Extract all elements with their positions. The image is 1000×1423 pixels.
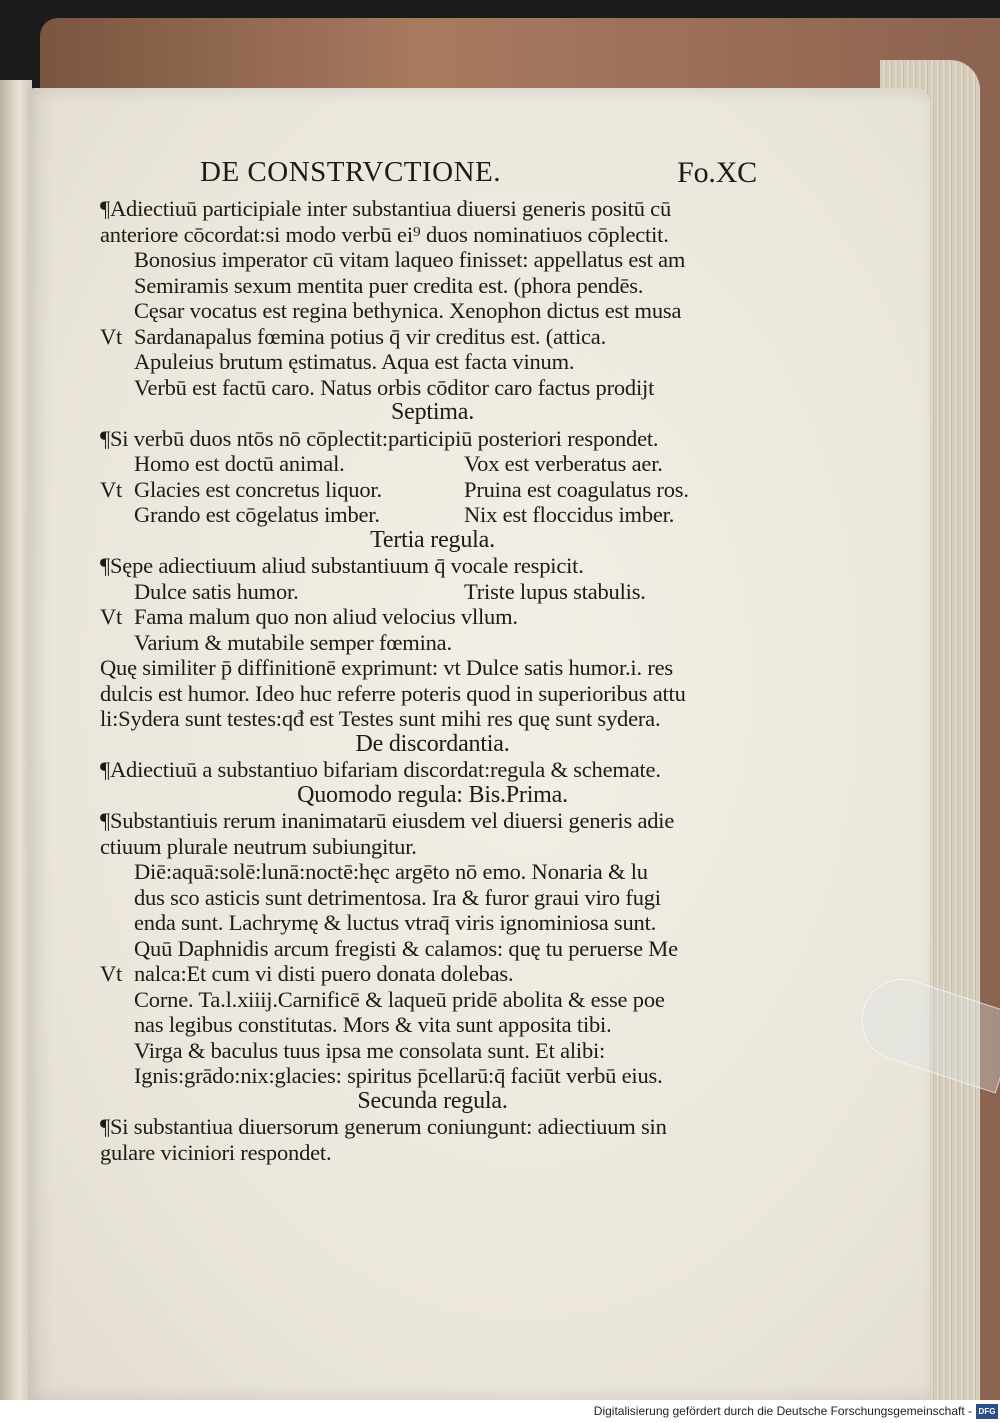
section-heading: Secunda regula. [357, 1087, 508, 1114]
example-row: Corne. Ta.l.xiiij.Carnificē & laqueū pridē abolita & esse poe [134, 986, 665, 1012]
example-row: Quū Daphnidis arcum fregisti & calamos: quę tu peruerse Me [134, 935, 678, 961]
example-text: Verbū est factū caro. Natus orbis cōditor caro factus prodijt [134, 374, 655, 400]
example-row [100, 324, 765, 350]
example-row: Ignis:grādo:nix:glacies: spiritus p̄cellarū:q̄ faciūt verbū eius. [134, 1063, 663, 1088]
example-row: Vt nalca:Et cum vi disti puero donata dolebas. [100, 961, 514, 986]
example-row: Diē:aquā:solē:lunā:noctē:hęc argēto nō emo. Nonaria & lu [134, 859, 648, 884]
example-row [100, 247, 765, 273]
rule-text: ¶Si verbū duos ntōs nō cōplectit:participiū posteriori respondet. [100, 425, 659, 451]
example-row: Vt Glacies est concretus liquor. Pruina est coagulatus ros. [100, 476, 689, 502]
rule-text: ¶Si substantiua diuersorum generum coniungunt: adiectiuum sin [100, 1114, 667, 1139]
example-row: Varium & mutabile semper fœmina. [134, 629, 452, 655]
example-row: Grando est cōgelatus imber. Nix est floccidus imber. [134, 502, 675, 527]
footer-credit [0, 1400, 1000, 1423]
folio-number: Fo.XC [677, 156, 757, 189]
ut-marker: Vt [100, 323, 123, 349]
rule-text: ctiuum plurale neutrum subiungitur. [100, 833, 417, 859]
text-line: ¶Adiectiuū participiale inter substantiua diuersi generis positū cū [100, 196, 672, 221]
text-line: Quę similiter p̄ diffinitionē exprimunt: vt Dulce satis humor.i. res [100, 655, 673, 680]
example-row [100, 273, 765, 299]
example-row: Dulce satis humor. Triste lupus stabulis. [134, 578, 646, 604]
example-row [100, 298, 765, 324]
example-text: Sardanapalus fœmina potius q̄ vir creditus est. (attica. [134, 323, 606, 349]
section-heading: Tertia regula. [370, 526, 495, 553]
example-row: enda sunt. Lachrymę & luctus vtraq̄ viris ignominiosa sunt. [134, 910, 657, 935]
example-row: nas legibus constitutas. Mors & vita sunt apposita tibi. [134, 1012, 612, 1037]
ut-marker: Vt [100, 604, 123, 629]
rule-text: ¶Adiectiuū a substantiuo bifariam discordat:regula & schemate. [100, 757, 661, 782]
section-heading: De discordantia. [355, 730, 510, 757]
rule-text: ¶Substantiuis rerum inanimatarū eiusdem vel diuersi generis adie [100, 808, 675, 833]
example-row: Virga & baculus tuus ipsa me consolata sunt. Et alibi: [134, 1037, 606, 1063]
example-row [100, 375, 765, 401]
section-heading: Quomodo regula: Bis.Prima. [297, 781, 568, 808]
text-line: dulcis est humor. Ideo huc referre poteris quod in superioribus attu [100, 680, 686, 706]
example-text: Semiramis sexum mentita puer credita est. (phora pendēs. [134, 272, 644, 298]
example-row: Vt Fama malum quo non aliud velocius vllum. [100, 604, 518, 629]
rule-text: gulare viciniori respondet. [100, 1139, 332, 1165]
section-heading: Septima. [390, 399, 475, 425]
example-row [100, 349, 765, 375]
rule-text: ¶Sępe adiectiuum aliud substantiuum q̄ vocale respicit. [100, 553, 584, 578]
example-text: Apuleius brutum ęstimatus. Aqua est facta vinum. [134, 349, 575, 374]
text-line: li:Sydera sunt testes:qđ est Testes sunt mihi res quę sunt sydera. [100, 706, 661, 731]
dfg-logo: DFG [976, 1404, 998, 1419]
example-row: Homo est doctū animal. Vox est verberatus aer. [134, 451, 663, 476]
example-text: Bonosius imperator cū vitam laqueo finisset: appellatus est am [134, 247, 686, 272]
ut-marker: Vt [100, 476, 123, 502]
ut-marker: Vt [100, 961, 123, 986]
footer-text: Digitalisierung gefördert durch die Deutsche Forschungsgemeinschaft - [593, 1404, 972, 1418]
example-text: Cęsar vocatus est regina bethynica. Xenophon dictus est musa [134, 298, 682, 323]
text-line: anteriore cōcordat:si modo verbū ei⁹ duos nominatiuos cōplectit. [100, 221, 669, 247]
example-row: dus sco asticis sunt detrimentosa. Ira & furor graui viro fugi [134, 884, 661, 910]
running-header [100, 156, 765, 194]
page-text [100, 156, 765, 1165]
running-title: DE CONSTRVCTIONE. [200, 156, 502, 188]
